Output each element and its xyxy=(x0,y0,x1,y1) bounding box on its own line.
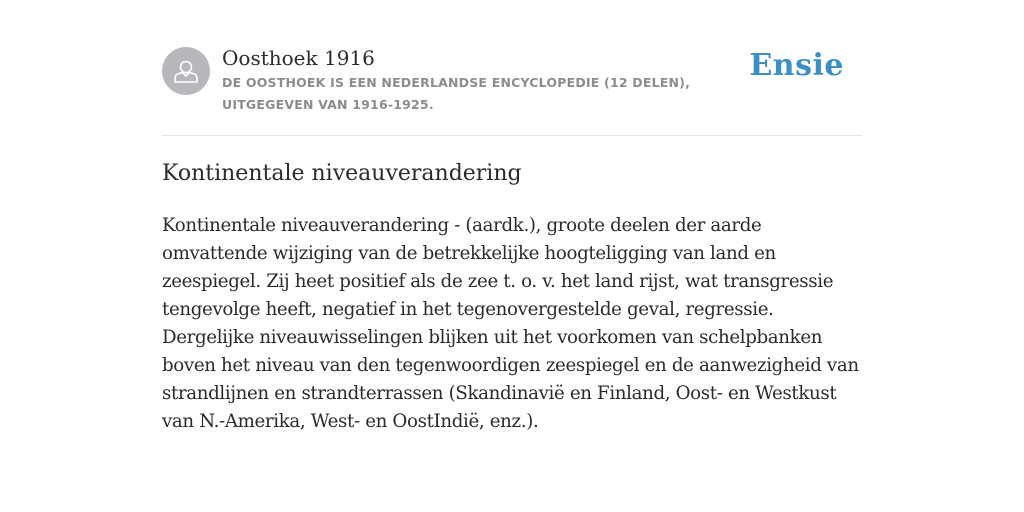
source-header xyxy=(162,46,862,116)
user-silhouette-icon xyxy=(162,47,210,95)
divider xyxy=(162,135,862,136)
ensie-logo[interactable]: Ensie xyxy=(749,48,844,83)
source-title[interactable]: Oosthoek 1916 xyxy=(222,46,375,70)
article-body: Kontinentale niveauverandering - (aardk.), groote deelen der aarde omvattende wijziging van de betrekkelijke hoogteligging van land en zeespiegel. Zij heet positief als de zee t. o. v. het land rijst, wat transgressie tengevolge heeft, negatief in het tegenovergestelde geval, regressie. Dergelijke niveauwisselingen blijken uit het voorkomen van schelpbanken boven het niveau van den tegenwoordigen zeespiegel en de aanwezigheid van strandlijnen en strandterrassen (Skandinavië en Finland, Oost- en Westkust van N.-Amerika, West- en OostIndië, enz.). xyxy=(162,215,859,432)
avatar[interactable] xyxy=(162,47,210,95)
source-description: DE OOSTHOEK IS EEN NEDERLANDSE ENCYCLOPEDIE (12 DELEN), UITGEGEVEN VAN 1916-1925. xyxy=(222,75,691,112)
article-title: Kontinentale niveauverandering xyxy=(162,161,522,186)
